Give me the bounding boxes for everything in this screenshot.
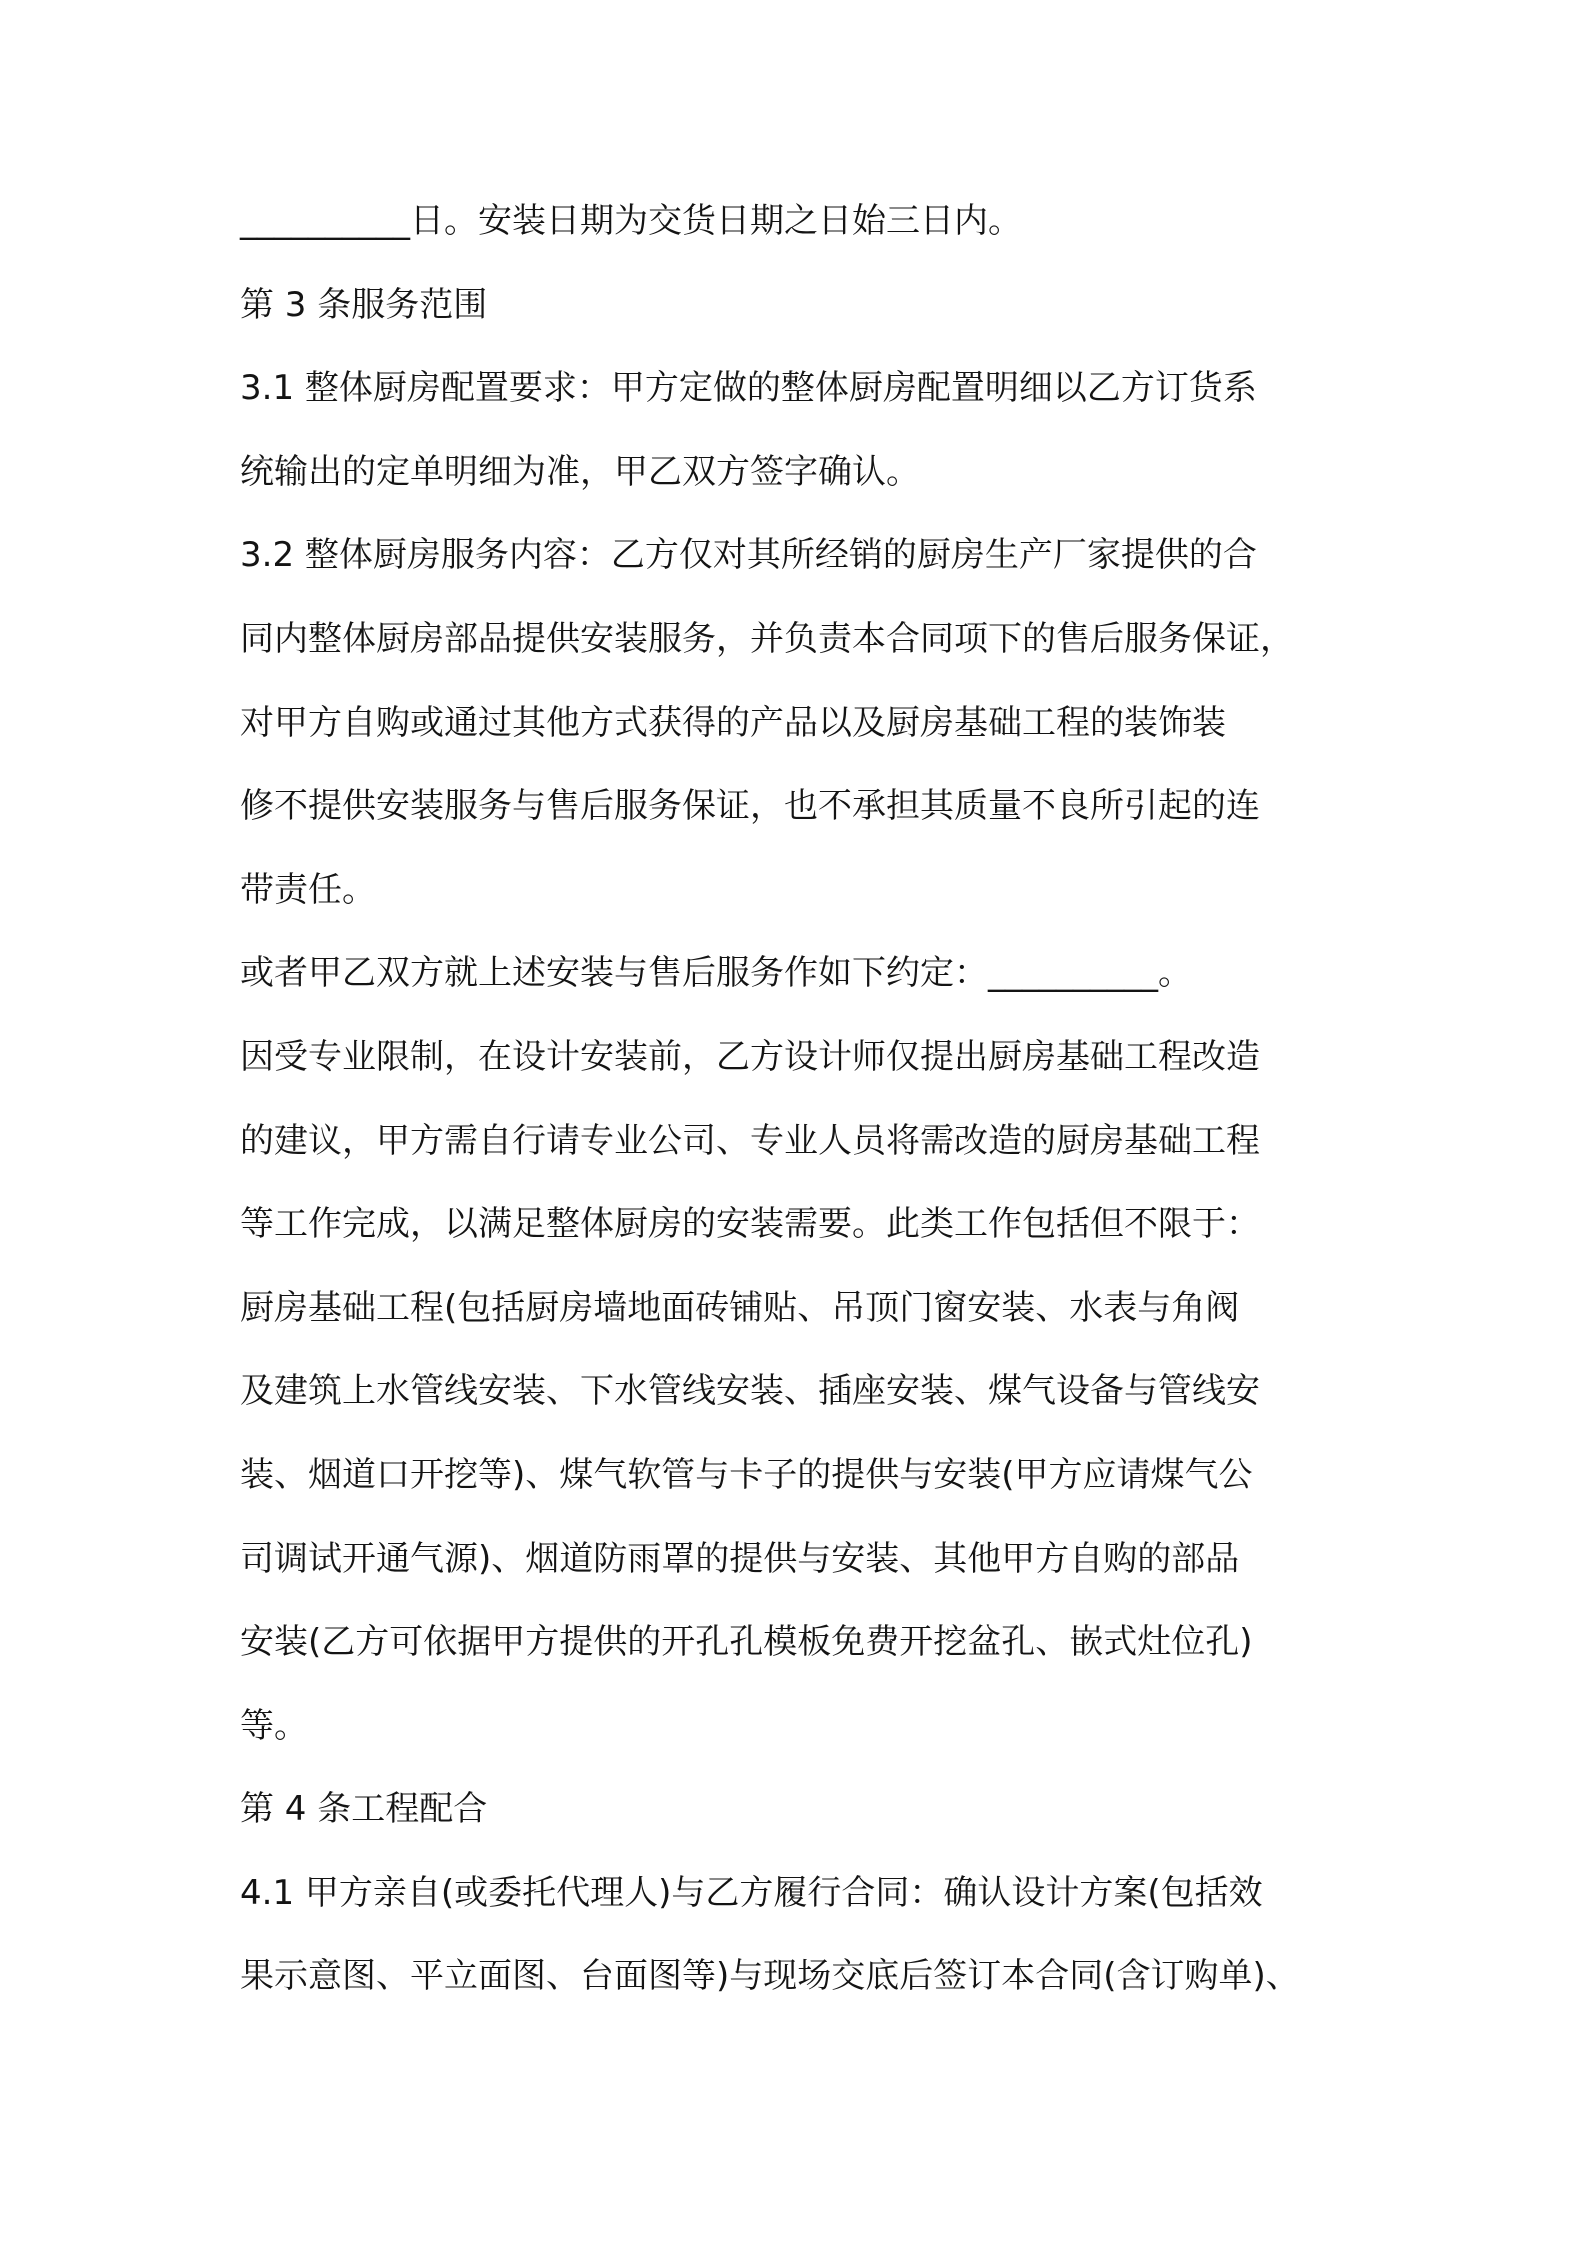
document-body (240, 196, 1380, 2035)
text-line: 对甲方自购或通过其他方式获得的产品以及厨房基础工程的装饰装 (240, 702, 1226, 743)
text-line: 3.2 整体厨房服务内容：乙方仅对其所经销的厨房生产厂家提供的合 (240, 535, 1257, 576)
text-line-agreement: 或者甲乙双方就上述安装与售后服务作如下约定：__________。 (240, 953, 1192, 994)
text-line-delivery-date: __________日。安装日期为交货日期之日始三日内。 (240, 201, 1022, 241)
text-line: 同内整体厨房部品提供安装服务，并负责本合同项下的售后服务保证， (240, 618, 1294, 659)
text-line: 果示意图、平立面图、台面图等)与现场交底后签订本合同(含订购单)、 (240, 1956, 1300, 1997)
text-line: 厨房基础工程(包括厨房墙地面砖铺贴、吊顶门窗安装、水表与角阀 (240, 1287, 1240, 1328)
section-heading-3: 第 3 条服务范围 (240, 284, 488, 325)
text-line: 3.1 整体厨房配置要求：甲方定做的整体厨房配置明细以乙方订货系 (240, 368, 1257, 409)
text-line: 修不提供安装服务与售后服务保证，也不承担其质量不良所引起的连 (240, 786, 1260, 827)
section-heading-4: 第 4 条工程配合 (240, 1789, 488, 1830)
text-line: 带责任。 (240, 869, 376, 910)
text-line: 司调试开通气源)、烟道防雨罩的提供与安装、其他甲方自购的部品 (240, 1538, 1240, 1579)
text-line: 的建议，甲方需自行请专业公司、专业人员将需改造的厨房基础工程 (240, 1120, 1260, 1161)
text-line: 等工作完成，以满足整体厨房的安装需要。此类工作包括但不限于： (240, 1204, 1260, 1245)
text-line: 统输出的定单明细为准，甲乙双方签字确认。 (240, 451, 920, 492)
text-line: 安装(乙方可依据甲方提供的开孔孔模板免费开挖盆孔、嵌式灶位孔) (240, 1622, 1253, 1663)
text-line: 因受专业限制，在设计安装前，乙方设计师仅提出厨房基础工程改造 (240, 1036, 1260, 1077)
text-line: 及建筑上水管线安装、下水管线安装、插座安装、煤气设备与管线安 (240, 1371, 1260, 1412)
text-line: 装、烟道口开挖等)、煤气软管与卡子的提供与安装(甲方应请煤气公 (240, 1454, 1253, 1495)
text-line: 等。 (240, 1705, 308, 1746)
text-line: 4.1 甲方亲自(或委托代理人)与乙方履行合同：确认设计方案(包括效 (240, 1872, 1263, 1913)
